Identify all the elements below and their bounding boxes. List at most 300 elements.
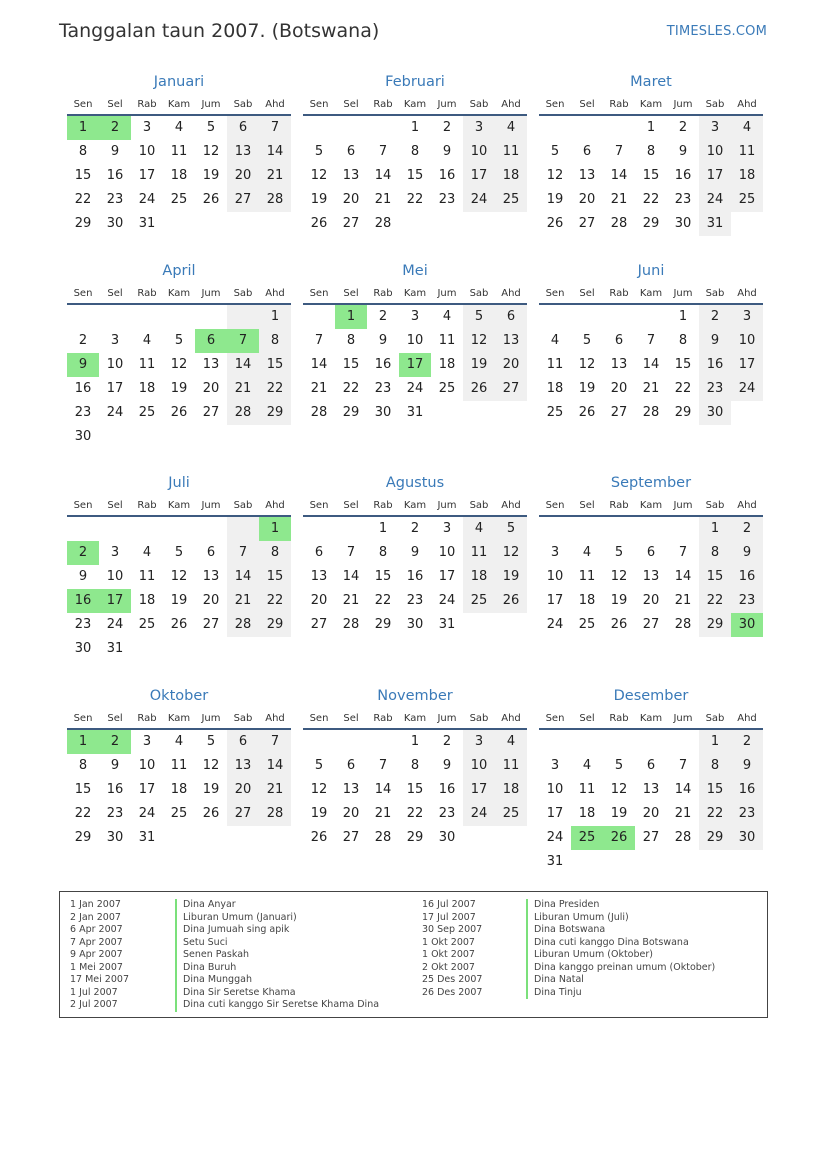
- day-cell: 14: [674, 782, 692, 797]
- day-cell: 19: [546, 192, 564, 207]
- legend-holiday-name: Liburan Umum (Januari): [175, 912, 379, 925]
- month-name: Mei: [402, 263, 428, 279]
- day-cell: 27: [227, 188, 259, 212]
- weekday-label: Sel: [579, 98, 595, 110]
- empty-cell: [163, 826, 195, 850]
- legend-holiday-name: Dina Buruh: [175, 962, 379, 975]
- legend-date: 16 Jul 2007: [422, 899, 476, 910]
- weekday-label: Sel: [343, 712, 359, 724]
- weekday-label: Sab: [705, 287, 725, 299]
- day-cell: 19: [463, 353, 495, 377]
- day-cell: 22: [406, 806, 424, 821]
- weekday-label: Jum: [201, 98, 221, 110]
- day-cell: 22: [74, 192, 92, 207]
- weekday-label: Ahd: [737, 98, 757, 110]
- day-cell: 28: [259, 188, 291, 212]
- legend-date: 9 Apr 2007: [70, 949, 123, 960]
- day-cell: 19: [610, 806, 628, 821]
- day-cell: 12: [495, 541, 527, 565]
- day-cell: 17: [399, 353, 431, 377]
- day-cell: 12: [578, 357, 596, 372]
- day-grid: [539, 305, 763, 425]
- legend-date: 2 Jan 2007: [70, 911, 121, 923]
- day-cell: 9: [699, 329, 731, 353]
- month-name: November: [377, 688, 453, 704]
- weekday-header: [67, 495, 291, 517]
- day-cell: 30: [731, 826, 763, 850]
- day-cell: 13: [578, 168, 596, 183]
- day-cell: 28: [342, 617, 360, 632]
- day-cell: 14: [310, 357, 328, 372]
- day-cell: 26: [495, 589, 527, 613]
- weekday-label: Sel: [107, 499, 123, 511]
- weekday-label: Sab: [233, 98, 253, 110]
- empty-cell: [163, 637, 195, 661]
- day-cell: 22: [74, 806, 92, 821]
- empty-cell: [495, 212, 527, 236]
- day-cell: 1: [678, 309, 688, 324]
- weekday-label: Rab: [609, 98, 629, 110]
- weekday-label: Jum: [201, 712, 221, 724]
- day-cell: 8: [410, 144, 420, 159]
- day-cell: 22: [342, 381, 360, 396]
- day-cell: 7: [646, 333, 656, 348]
- day-cell: 28: [674, 617, 692, 632]
- day-cell: 28: [227, 401, 259, 425]
- month-name: Juni: [637, 263, 665, 279]
- day-cell: 10: [731, 329, 763, 353]
- weekday-header: [303, 283, 527, 305]
- empty-cell: [603, 730, 635, 754]
- day-cell: 13: [495, 329, 527, 353]
- empty-cell: [667, 850, 699, 874]
- weekday-label: Kam: [639, 98, 663, 110]
- day-cell: 9: [67, 353, 99, 377]
- day-cell: 26: [578, 405, 596, 420]
- weekday-label: Sab: [469, 712, 489, 724]
- weekday-label: Kam: [403, 499, 427, 511]
- day-cell: 16: [74, 381, 92, 396]
- day-cell: 15: [406, 782, 424, 797]
- day-cell: 8: [646, 144, 656, 159]
- day-grid: [539, 517, 763, 637]
- day-cell: 25: [731, 188, 763, 212]
- day-cell: 23: [731, 589, 763, 613]
- day-cell: 3: [550, 545, 560, 560]
- legend-holiday-name: Dina Munggah: [175, 974, 379, 987]
- day-cell: 9: [678, 144, 688, 159]
- day-cell: 2: [678, 120, 688, 135]
- day-cell: 12: [610, 782, 628, 797]
- day-cell: 16: [106, 782, 124, 797]
- legend-holiday-name: Dina Presiden: [526, 899, 715, 912]
- day-cell: 15: [259, 353, 291, 377]
- day-cell: 19: [202, 168, 220, 183]
- day-cell: 5: [206, 120, 216, 135]
- weekday-label: Jum: [437, 712, 457, 724]
- day-cell: 4: [495, 116, 527, 140]
- day-cell: 18: [495, 164, 527, 188]
- month-desember: [539, 686, 763, 874]
- day-cell: 11: [495, 754, 527, 778]
- empty-cell: [303, 730, 335, 754]
- weekday-label: Kam: [403, 98, 427, 110]
- day-cell: 1: [67, 116, 99, 140]
- weekday-label: Sab: [469, 287, 489, 299]
- day-cell: 30: [699, 401, 731, 425]
- legend-holiday-name: Dina Botswana: [526, 924, 715, 937]
- day-cell: 4: [731, 116, 763, 140]
- day-cell: 4: [495, 730, 527, 754]
- weekday-header: [539, 94, 763, 116]
- day-cell: 25: [571, 826, 603, 850]
- day-cell: 16: [67, 589, 99, 613]
- day-cell: 1: [699, 730, 731, 754]
- legend-date: 26 Des 2007: [422, 986, 483, 998]
- day-cell: 25: [138, 617, 156, 632]
- day-cell: 21: [374, 192, 392, 207]
- weekday-label: Sen: [545, 712, 565, 724]
- legend-date: 17 Jul 2007: [422, 911, 476, 923]
- empty-cell: [571, 116, 603, 140]
- day-cell: 13: [227, 754, 259, 778]
- day-cell: 4: [174, 120, 184, 135]
- empty-cell: [495, 826, 527, 850]
- weekday-header: [67, 283, 291, 305]
- day-cell: 1: [410, 734, 420, 749]
- empty-cell: [227, 212, 259, 236]
- empty-cell: [539, 517, 571, 541]
- day-cell: 9: [110, 758, 120, 773]
- day-cell: 12: [170, 569, 188, 584]
- weekday-label: Rab: [373, 287, 393, 299]
- legend-date: 17 Mei 2007: [70, 974, 129, 985]
- day-cell: 18: [495, 778, 527, 802]
- day-cell: 11: [138, 357, 156, 372]
- day-cell: 5: [495, 517, 527, 541]
- day-cell: 26: [310, 830, 328, 845]
- weekday-label: Kam: [639, 712, 663, 724]
- day-cell: 24: [106, 405, 124, 420]
- empty-cell: [131, 425, 163, 449]
- legend-date: 1 Mei 2007: [70, 961, 123, 973]
- day-cell: 9: [442, 758, 452, 773]
- day-cell: 29: [699, 826, 731, 850]
- weekday-label: Sab: [705, 98, 725, 110]
- day-cell: 23: [438, 192, 456, 207]
- day-grid: [539, 730, 763, 874]
- day-cell: 23: [731, 802, 763, 826]
- weekday-label: Ahd: [265, 287, 285, 299]
- weekday-label: Rab: [609, 287, 629, 299]
- day-cell: 31: [138, 216, 156, 231]
- day-cell: 26: [170, 617, 188, 632]
- legend-right-names: [526, 899, 715, 999]
- day-grid: [67, 116, 291, 236]
- weekday-label: Ahd: [737, 287, 757, 299]
- month-oktober: [67, 686, 291, 850]
- legend-holiday-name: Dina Anyar: [175, 899, 379, 912]
- day-cell: 7: [259, 116, 291, 140]
- empty-cell: [195, 305, 227, 329]
- weekday-label: Kam: [167, 287, 191, 299]
- day-cell: 6: [582, 144, 592, 159]
- weekday-label: Ahd: [737, 712, 757, 724]
- weekday-label: Jum: [673, 287, 693, 299]
- weekday-label: Rab: [373, 499, 393, 511]
- day-cell: 21: [374, 806, 392, 821]
- empty-cell: [131, 637, 163, 661]
- empty-cell: [131, 305, 163, 329]
- day-cell: 13: [202, 569, 220, 584]
- day-cell: 17: [546, 593, 564, 608]
- day-cell: 27: [202, 405, 220, 420]
- day-cell: 28: [227, 613, 259, 637]
- day-cell: 6: [346, 144, 356, 159]
- weekday-label: Rab: [609, 712, 629, 724]
- weekday-label: Rab: [373, 712, 393, 724]
- day-cell: 5: [314, 144, 324, 159]
- day-cell: 11: [731, 140, 763, 164]
- day-cell: 14: [259, 754, 291, 778]
- month-mei: [303, 261, 527, 425]
- day-cell: 27: [310, 617, 328, 632]
- empty-cell: [463, 826, 495, 850]
- day-cell: 5: [550, 144, 560, 159]
- month-juli: [67, 473, 291, 661]
- day-cell: 1: [699, 517, 731, 541]
- day-cell: 26: [310, 216, 328, 231]
- empty-cell: [603, 305, 635, 329]
- day-cell: 27: [642, 830, 660, 845]
- day-cell: 9: [110, 144, 120, 159]
- weekday-label: Sel: [107, 287, 123, 299]
- empty-cell: [635, 305, 667, 329]
- day-cell: 8: [346, 333, 356, 348]
- day-cell: 25: [170, 806, 188, 821]
- empty-cell: [227, 305, 259, 329]
- month-april: [67, 261, 291, 449]
- day-cell: 3: [442, 521, 452, 536]
- day-cell: 29: [674, 405, 692, 420]
- legend-holiday-name: Dina kanggo preinan umum (Oktober): [526, 962, 715, 975]
- weekday-label: Jum: [673, 499, 693, 511]
- empty-cell: [367, 730, 399, 754]
- empty-cell: [367, 116, 399, 140]
- weekday-label: Kam: [639, 499, 663, 511]
- empty-cell: [163, 212, 195, 236]
- day-cell: 24: [438, 593, 456, 608]
- day-cell: 17: [546, 806, 564, 821]
- month-februari: [303, 72, 527, 236]
- empty-cell: [463, 401, 495, 425]
- day-cell: 3: [550, 758, 560, 773]
- empty-cell: [431, 212, 463, 236]
- day-cell: 8: [699, 541, 731, 565]
- day-cell: 1: [335, 305, 367, 329]
- day-cell: 16: [406, 569, 424, 584]
- day-cell: 18: [138, 381, 156, 396]
- day-cell: 31: [138, 830, 156, 845]
- weekday-label: Rab: [373, 98, 393, 110]
- day-cell: 20: [342, 806, 360, 821]
- day-cell: 14: [374, 168, 392, 183]
- empty-cell: [667, 517, 699, 541]
- day-cell: 4: [582, 758, 592, 773]
- day-cell: 13: [310, 569, 328, 584]
- day-cell: 29: [699, 613, 731, 637]
- day-cell: 6: [495, 305, 527, 329]
- day-cell: 13: [642, 569, 660, 584]
- day-cell: 13: [642, 782, 660, 797]
- day-cell: 29: [406, 830, 424, 845]
- weekday-header: [67, 708, 291, 730]
- day-cell: 31: [699, 212, 731, 236]
- empty-cell: [259, 425, 291, 449]
- day-cell: 26: [610, 617, 628, 632]
- day-cell: 29: [74, 216, 92, 231]
- weekday-header: [539, 708, 763, 730]
- day-cell: 21: [310, 381, 328, 396]
- day-cell: 22: [259, 589, 291, 613]
- day-cell: 1: [378, 521, 388, 536]
- day-cell: 5: [174, 545, 184, 560]
- empty-cell: [635, 517, 667, 541]
- day-cell: 4: [442, 309, 452, 324]
- day-cell: 6: [227, 116, 259, 140]
- weekday-header: [67, 94, 291, 116]
- day-cell: 3: [463, 116, 495, 140]
- empty-cell: [227, 826, 259, 850]
- day-cell: 20: [642, 593, 660, 608]
- day-cell: 17: [463, 778, 495, 802]
- weekday-label: Jum: [437, 499, 457, 511]
- day-cell: 30: [74, 641, 92, 656]
- day-cell: 6: [646, 545, 656, 560]
- day-cell: 7: [614, 144, 624, 159]
- brand-logo[interactable]: TIMESLES.COM: [666, 24, 767, 39]
- weekday-label: Sab: [233, 287, 253, 299]
- day-cell: 22: [699, 589, 731, 613]
- weekday-label: Sab: [469, 499, 489, 511]
- day-cell: 14: [642, 357, 660, 372]
- empty-cell: [463, 212, 495, 236]
- day-cell: 13: [202, 357, 220, 372]
- day-cell: 29: [342, 405, 360, 420]
- empty-cell: [67, 305, 99, 329]
- empty-cell: [99, 425, 131, 449]
- empty-cell: [571, 850, 603, 874]
- day-cell: 2: [442, 120, 452, 135]
- legend-date: 25 Des 2007: [422, 974, 483, 985]
- day-cell: 9: [78, 569, 88, 584]
- weekday-label: Sen: [73, 98, 93, 110]
- day-cell: 17: [438, 569, 456, 584]
- empty-cell: [495, 613, 527, 637]
- day-cell: 24: [546, 830, 564, 845]
- day-cell: 30: [374, 405, 392, 420]
- day-cell: 8: [78, 144, 88, 159]
- day-cell: 23: [106, 192, 124, 207]
- day-cell: 9: [731, 754, 763, 778]
- day-grid: [303, 116, 527, 236]
- day-cell: 27: [578, 216, 596, 231]
- empty-cell: [259, 212, 291, 236]
- day-cell: 27: [495, 377, 527, 401]
- day-cell: 6: [206, 545, 216, 560]
- day-cell: 15: [342, 357, 360, 372]
- day-cell: 14: [227, 353, 259, 377]
- day-cell: 23: [438, 806, 456, 821]
- legend-date: 1 Okt 2007: [422, 936, 475, 948]
- day-cell: 23: [699, 377, 731, 401]
- day-cell: 6: [614, 333, 624, 348]
- empty-cell: [495, 401, 527, 425]
- weekday-label: Rab: [137, 499, 157, 511]
- day-cell: 2: [67, 541, 99, 565]
- day-cell: 16: [438, 782, 456, 797]
- day-cell: 30: [74, 429, 92, 444]
- day-cell: 12: [610, 569, 628, 584]
- day-cell: 7: [227, 541, 259, 565]
- day-cell: 12: [310, 168, 328, 183]
- day-cell: 11: [170, 144, 188, 159]
- day-cell: 30: [106, 830, 124, 845]
- empty-cell: [539, 305, 571, 329]
- day-cell: 15: [699, 565, 731, 589]
- empty-cell: [303, 517, 335, 541]
- day-cell: 27: [342, 216, 360, 231]
- day-cell: 30: [406, 617, 424, 632]
- legend-holiday-name: Dina Jumuah sing apik: [175, 924, 379, 937]
- day-cell: 4: [142, 333, 152, 348]
- day-cell: 29: [259, 401, 291, 425]
- day-cell: 16: [674, 168, 692, 183]
- day-cell: 11: [463, 541, 495, 565]
- empty-cell: [699, 850, 731, 874]
- day-cell: 25: [463, 589, 495, 613]
- day-cell: 15: [74, 168, 92, 183]
- day-cell: 1: [410, 120, 420, 135]
- empty-cell: [539, 116, 571, 140]
- weekday-label: Kam: [639, 287, 663, 299]
- day-cell: 27: [610, 405, 628, 420]
- day-cell: 8: [699, 754, 731, 778]
- day-cell: 23: [406, 593, 424, 608]
- day-cell: 20: [495, 353, 527, 377]
- empty-cell: [635, 850, 667, 874]
- day-cell: 13: [227, 140, 259, 164]
- weekday-label: Sen: [309, 98, 329, 110]
- legend-date: 30 Sep 2007: [422, 924, 483, 935]
- day-cell: 17: [731, 353, 763, 377]
- day-cell: 6: [314, 545, 324, 560]
- day-cell: 17: [99, 589, 131, 613]
- empty-cell: [603, 517, 635, 541]
- day-cell: 20: [310, 593, 328, 608]
- weekday-label: Jum: [437, 98, 457, 110]
- day-cell: 20: [227, 778, 259, 802]
- day-cell: 20: [642, 806, 660, 821]
- day-cell: 18: [578, 593, 596, 608]
- day-grid: [303, 305, 527, 425]
- empty-cell: [399, 212, 431, 236]
- empty-cell: [259, 826, 291, 850]
- day-cell: 23: [106, 806, 124, 821]
- empty-cell: [195, 212, 227, 236]
- day-cell: 22: [699, 802, 731, 826]
- day-cell: 5: [206, 734, 216, 749]
